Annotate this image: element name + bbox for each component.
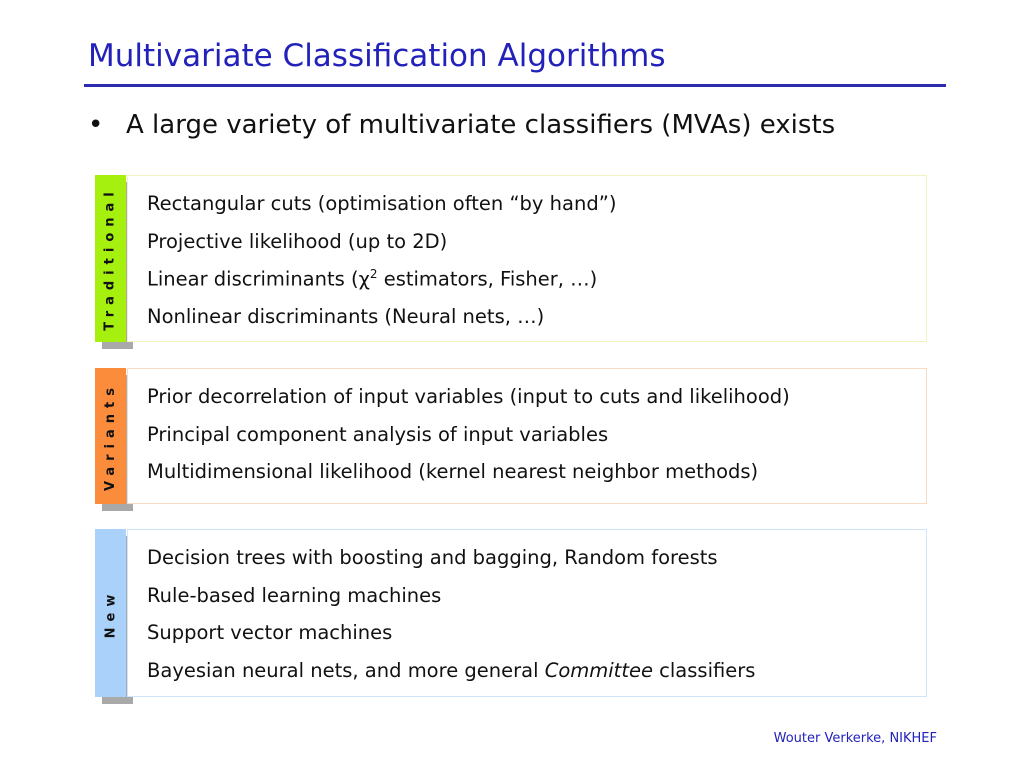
- slide-title: Multivariate Classification Algorithms: [88, 38, 666, 74]
- list-item: Nonlinear discriminants (Neural nets, …): [147, 305, 545, 328]
- chi-symbol: χ: [358, 267, 370, 291]
- list-item: Support vector machines: [147, 621, 393, 644]
- item-text-after: estimators, Fisher, …): [377, 267, 598, 291]
- list-item: Projective likelihood (up to 2D): [147, 230, 448, 253]
- list-item: [147, 659, 755, 682]
- box-new: [127, 529, 927, 697]
- item-text-before: Linear discriminants (: [147, 267, 359, 291]
- list-item: Decision trees with boosting and bagging, Random forests: [147, 546, 718, 569]
- tab-label-new: [95, 529, 126, 697]
- box-variants: [127, 368, 927, 504]
- tab-label-traditional: [95, 175, 126, 342]
- title-underline: [84, 84, 946, 87]
- tab-label-variants: [95, 368, 126, 504]
- list-item: [147, 267, 597, 291]
- item-text-after: classifiers: [652, 659, 756, 682]
- box-traditional: [127, 175, 927, 342]
- tab-label-text: Traditional: [103, 186, 119, 331]
- tab-label-text: New: [103, 588, 118, 638]
- item-text-before: Bayesian neural nets, and more general: [147, 659, 545, 682]
- item-text-emphasis: Committee: [544, 659, 653, 682]
- tab-label-text: Variants: [103, 381, 119, 491]
- intro-bullet-text: A large variety of multivariate classifiers (MVAs) exists: [126, 110, 836, 140]
- list-item: Rectangular cuts (optimisation often “by hand”): [147, 192, 617, 215]
- list-item: Prior decorrelation of input variables (input to cuts and likelihood): [147, 385, 790, 408]
- list-item: Multidimensional likelihood (kernel nearest neighbor methods): [147, 460, 759, 483]
- list-item: Principal component analysis of input variables: [147, 423, 609, 446]
- bullet-symbol: •: [88, 110, 104, 140]
- intro-bullet: [88, 110, 835, 140]
- list-item: Rule-based learning machines: [147, 584, 442, 607]
- chi-superscript: 2: [369, 267, 378, 281]
- footer-author: Wouter Verkerke, NIKHEF: [773, 731, 937, 746]
